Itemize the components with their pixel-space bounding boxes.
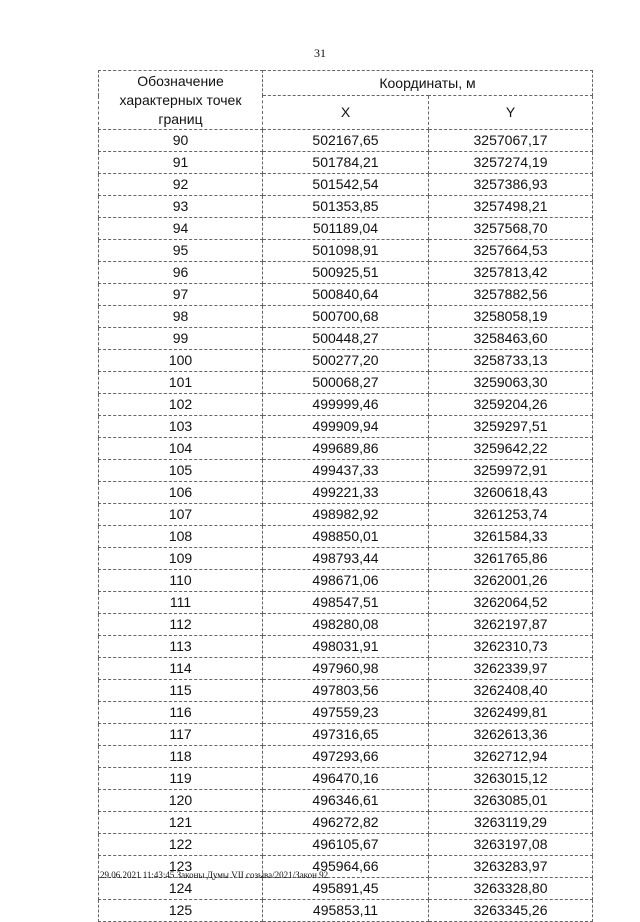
table-row — [99, 328, 593, 350]
table-row — [99, 394, 593, 416]
table-row — [99, 900, 593, 922]
cell-point: 110 — [99, 570, 263, 592]
coordinates-table — [98, 70, 593, 922]
cell-y: 3262499,81 — [429, 702, 593, 724]
cell-y: 3261253,74 — [429, 504, 593, 526]
cell-y: 3263085,01 — [429, 790, 593, 812]
cell-point: 118 — [99, 746, 263, 768]
table-row — [99, 130, 593, 152]
cell-x: 499909,94 — [263, 416, 429, 438]
table-row — [99, 878, 593, 900]
cell-x: 498031,91 — [263, 636, 429, 658]
table-body — [99, 130, 593, 922]
cell-x: 499437,33 — [263, 460, 429, 482]
cell-y: 3262339,97 — [429, 658, 593, 680]
table-row — [99, 284, 593, 306]
table-row — [99, 614, 593, 636]
table-row — [99, 548, 593, 570]
cell-point: 91 — [99, 152, 263, 174]
cell-y: 3257067,17 — [429, 130, 593, 152]
cell-point: 120 — [99, 790, 263, 812]
cell-point: 109 — [99, 548, 263, 570]
cell-x: 500068,27 — [263, 372, 429, 394]
cell-point: 99 — [99, 328, 263, 350]
cell-point: 113 — [99, 636, 263, 658]
cell-point: 124 — [99, 878, 263, 900]
cell-x: 497803,56 — [263, 680, 429, 702]
cell-x: 502167,65 — [263, 130, 429, 152]
table-row — [99, 240, 593, 262]
cell-point: 104 — [99, 438, 263, 460]
cell-point: 96 — [99, 262, 263, 284]
cell-y: 3262408,40 — [429, 680, 593, 702]
table-row — [99, 570, 593, 592]
cell-y: 3263197,08 — [429, 834, 593, 856]
cell-y: 3258058,19 — [429, 306, 593, 328]
cell-x: 501353,85 — [263, 196, 429, 218]
cell-point: 101 — [99, 372, 263, 394]
table-row — [99, 680, 593, 702]
cell-point: 115 — [99, 680, 263, 702]
table-row — [99, 834, 593, 856]
header-y: Y — [429, 96, 593, 130]
cell-point: 112 — [99, 614, 263, 636]
table-row — [99, 812, 593, 834]
cell-x: 495853,11 — [263, 900, 429, 922]
cell-x: 496470,16 — [263, 768, 429, 790]
cell-point: 123 — [99, 856, 263, 878]
table-row — [99, 438, 593, 460]
cell-x: 501542,54 — [263, 174, 429, 196]
cell-y: 3259297,51 — [429, 416, 593, 438]
cell-x: 495891,45 — [263, 878, 429, 900]
table-row — [99, 746, 593, 768]
cell-x: 500925,51 — [263, 262, 429, 284]
table-row — [99, 460, 593, 482]
cell-y: 3262197,87 — [429, 614, 593, 636]
table-row — [99, 416, 593, 438]
table-row — [99, 196, 593, 218]
cell-y: 3257813,42 — [429, 262, 593, 284]
cell-x: 499221,33 — [263, 482, 429, 504]
table-row — [99, 372, 593, 394]
cell-x: 498793,44 — [263, 548, 429, 570]
header-coordinates: Координаты, м — [263, 71, 593, 96]
cell-point: 92 — [99, 174, 263, 196]
table-row — [99, 790, 593, 812]
cell-x: 500700,68 — [263, 306, 429, 328]
table-row — [99, 702, 593, 724]
cell-x: 496272,82 — [263, 812, 429, 834]
table-row — [99, 724, 593, 746]
cell-point: 103 — [99, 416, 263, 438]
cell-point: 117 — [99, 724, 263, 746]
footer-stamp: 29.06.2021 11:43:45 Законы Думы VII созыва/2021/Закон 92 — [100, 870, 329, 880]
cell-y: 3259972,91 — [429, 460, 593, 482]
cell-x: 497559,23 — [263, 702, 429, 724]
cell-x: 498280,08 — [263, 614, 429, 636]
cell-point: 114 — [99, 658, 263, 680]
cell-y: 3257882,56 — [429, 284, 593, 306]
cell-x: 499999,46 — [263, 394, 429, 416]
cell-x: 501784,21 — [263, 152, 429, 174]
header-x: X — [263, 96, 429, 130]
cell-point: 93 — [99, 196, 263, 218]
table-row — [99, 526, 593, 548]
cell-point: 108 — [99, 526, 263, 548]
cell-y: 3257386,93 — [429, 174, 593, 196]
cell-y: 3258733,13 — [429, 350, 593, 372]
cell-y: 3261765,86 — [429, 548, 593, 570]
cell-point: 121 — [99, 812, 263, 834]
table-row — [99, 350, 593, 372]
cell-point: 98 — [99, 306, 263, 328]
cell-y: 3262712,94 — [429, 746, 593, 768]
table-row — [99, 592, 593, 614]
cell-x: 496346,61 — [263, 790, 429, 812]
table-row — [99, 636, 593, 658]
cell-y: 3262613,36 — [429, 724, 593, 746]
cell-x: 500277,20 — [263, 350, 429, 372]
cell-y: 3257664,53 — [429, 240, 593, 262]
cell-point: 119 — [99, 768, 263, 790]
cell-x: 497316,65 — [263, 724, 429, 746]
cell-y: 3259063,30 — [429, 372, 593, 394]
cell-y: 3261584,33 — [429, 526, 593, 548]
cell-x: 498982,92 — [263, 504, 429, 526]
cell-y: 3263119,29 — [429, 812, 593, 834]
cell-y: 3257568,70 — [429, 218, 593, 240]
cell-x: 501098,91 — [263, 240, 429, 262]
cell-y: 3262310,73 — [429, 636, 593, 658]
table-row — [99, 768, 593, 790]
table-row — [99, 218, 593, 240]
cell-point: 125 — [99, 900, 263, 922]
cell-y: 3263345,26 — [429, 900, 593, 922]
cell-x: 498671,06 — [263, 570, 429, 592]
cell-y: 3263015,12 — [429, 768, 593, 790]
cell-x: 499689,86 — [263, 438, 429, 460]
cell-point: 111 — [99, 592, 263, 614]
table-row — [99, 658, 593, 680]
cell-x: 498547,51 — [263, 592, 429, 614]
cell-y: 3262001,26 — [429, 570, 593, 592]
cell-x: 501189,04 — [263, 218, 429, 240]
page-number: 31 — [314, 46, 326, 60]
cell-point: 122 — [99, 834, 263, 856]
cell-y: 3262064,52 — [429, 592, 593, 614]
cell-x: 500840,64 — [263, 284, 429, 306]
cell-y: 3260618,43 — [429, 482, 593, 504]
cell-y: 3263328,80 — [429, 878, 593, 900]
cell-x: 495964,66 — [263, 856, 429, 878]
cell-x: 497960,98 — [263, 658, 429, 680]
cell-point: 95 — [99, 240, 263, 262]
table-row — [99, 152, 593, 174]
cell-point: 116 — [99, 702, 263, 724]
cell-point: 105 — [99, 460, 263, 482]
cell-point: 90 — [99, 130, 263, 152]
cell-x: 498850,01 — [263, 526, 429, 548]
cell-point: 100 — [99, 350, 263, 372]
cell-point: 94 — [99, 218, 263, 240]
cell-y: 3263283,97 — [429, 856, 593, 878]
table-header — [99, 71, 593, 130]
cell-point: 97 — [99, 284, 263, 306]
cell-x: 500448,27 — [263, 328, 429, 350]
cell-x: 497293,66 — [263, 746, 429, 768]
cell-y: 3257274,19 — [429, 152, 593, 174]
table-row — [99, 504, 593, 526]
cell-y: 3259642,22 — [429, 438, 593, 460]
cell-y: 3258463,60 — [429, 328, 593, 350]
table-row — [99, 174, 593, 196]
cell-point: 107 — [99, 504, 263, 526]
cell-x: 496105,67 — [263, 834, 429, 856]
cell-y: 3257498,21 — [429, 196, 593, 218]
cell-point: 102 — [99, 394, 263, 416]
header-point-designation: Обозначение характерных точек границ — [99, 71, 263, 130]
cell-y: 3259204,26 — [429, 394, 593, 416]
table-row — [99, 482, 593, 504]
table-row — [99, 262, 593, 284]
table-row — [99, 306, 593, 328]
cell-point: 106 — [99, 482, 263, 504]
